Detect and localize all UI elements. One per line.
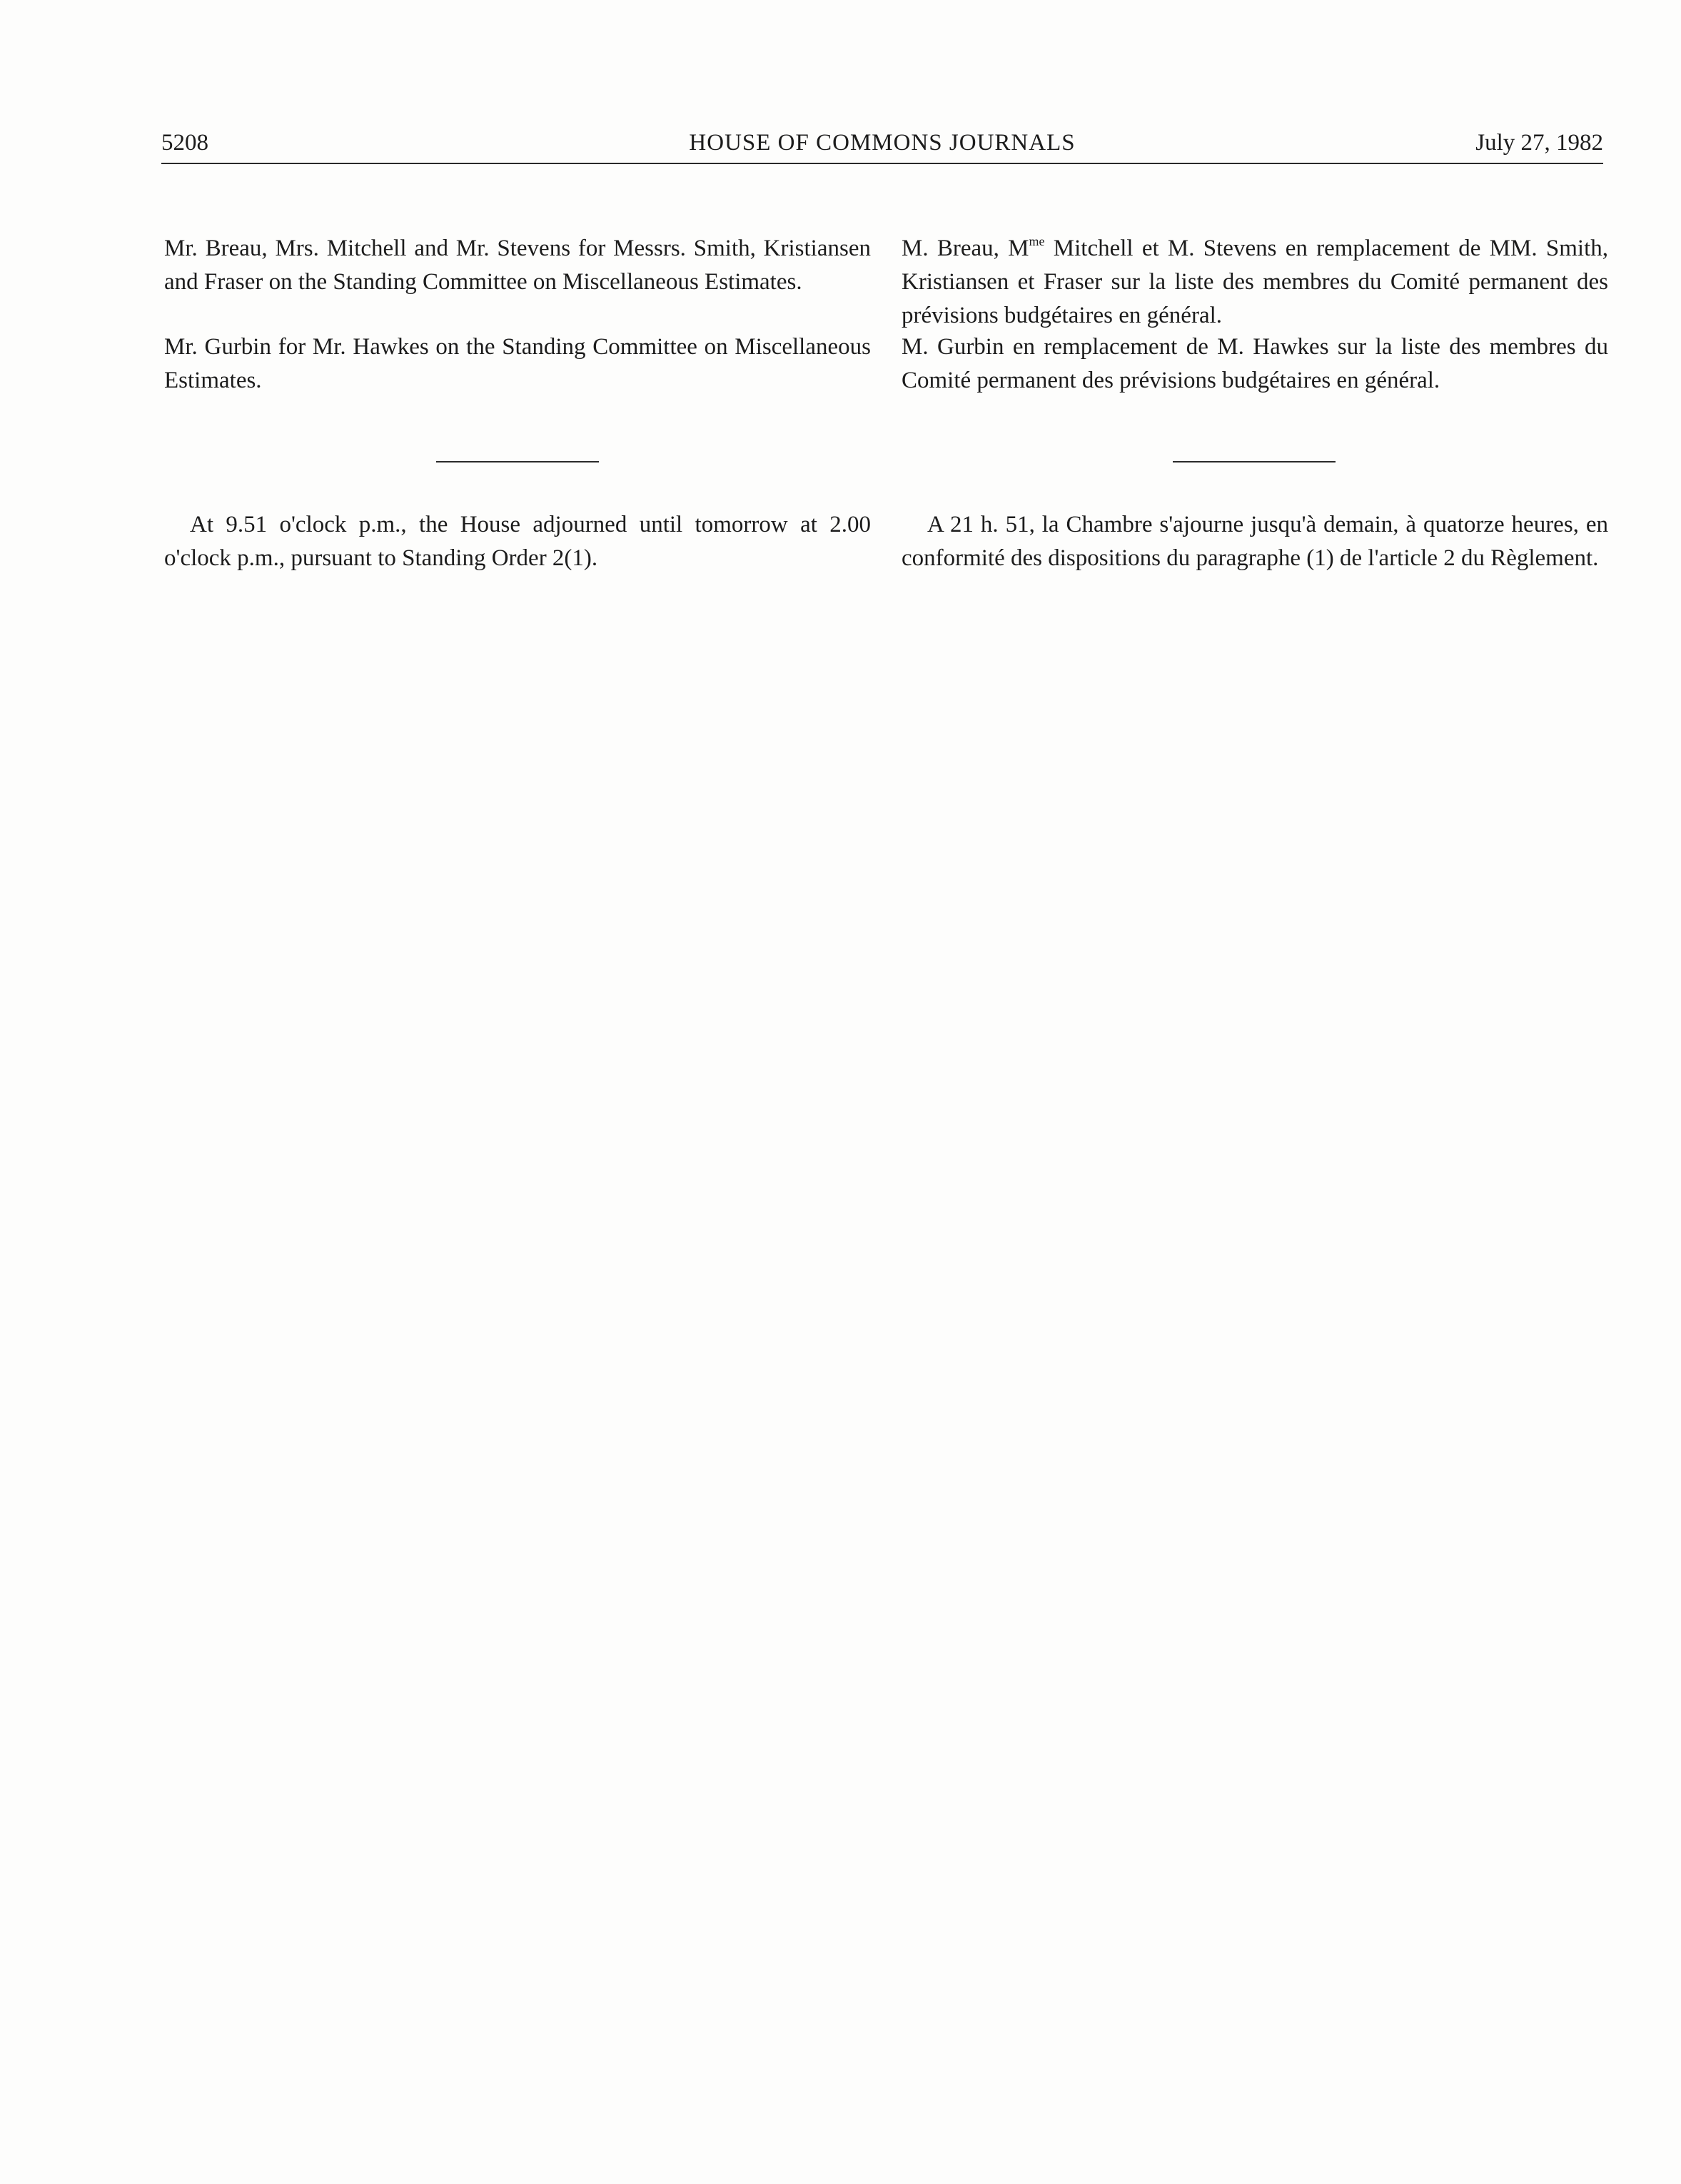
french-text: M. Gurbin en remplacement de M. Hawkes sur la liste des membres du Comité permanent des prévisions budgétaires en général.	[902, 334, 1608, 393]
french-paragraph-adjournment	[902, 508, 1608, 575]
section-separator-right	[1173, 461, 1336, 462]
english-paragraph-committee-substitution	[164, 232, 871, 299]
english-text: At 9.51 o'clock p.m., the House adjourned until tomorrow at 2.00 o'clock p.m., pursuant to Standing Order 2(1).	[164, 512, 871, 571]
english-text: Mr. Breau, Mrs. Mitchell and Mr. Stevens for Messrs. Smith, Kristiansen and Fraser on the Standing Committee on Miscellaneous Estimates.	[164, 236, 871, 295]
english-paragraph-gurbin	[164, 330, 871, 398]
french-text-rest: Mitchell et M. Stevens en remplacement de MM. Smith, Kristiansen et Fraser sur la liste des membres du Comité permanent des prévisions budgétaires en général.	[902, 236, 1608, 328]
english-paragraph-adjournment	[164, 508, 871, 575]
journal-date: July 27, 1982	[1475, 130, 1603, 156]
french-superscript: me	[1029, 234, 1045, 248]
section-separator-left	[436, 461, 599, 462]
page-number: 5208	[161, 130, 208, 156]
french-text-start: M. Breau, M	[902, 236, 1029, 261]
english-text: Mr. Gurbin for Mr. Hawkes on the Standing Committee on Miscellaneous Estimates.	[164, 334, 871, 393]
page-header	[161, 123, 1603, 163]
french-paragraph-gurbin	[902, 330, 1608, 398]
header-rule	[161, 163, 1603, 164]
french-paragraph-committee-substitution	[902, 232, 1608, 333]
journal-title: HOUSE OF COMMONS JOURNALS	[689, 130, 1076, 156]
french-text	[902, 232, 1608, 333]
french-text: A 21 h. 51, la Chambre s'ajourne jusqu'à demain, à quatorze heures, en conformité des dispositions du paragraphe (1) de l'article 2 du Règlement.	[902, 512, 1608, 571]
